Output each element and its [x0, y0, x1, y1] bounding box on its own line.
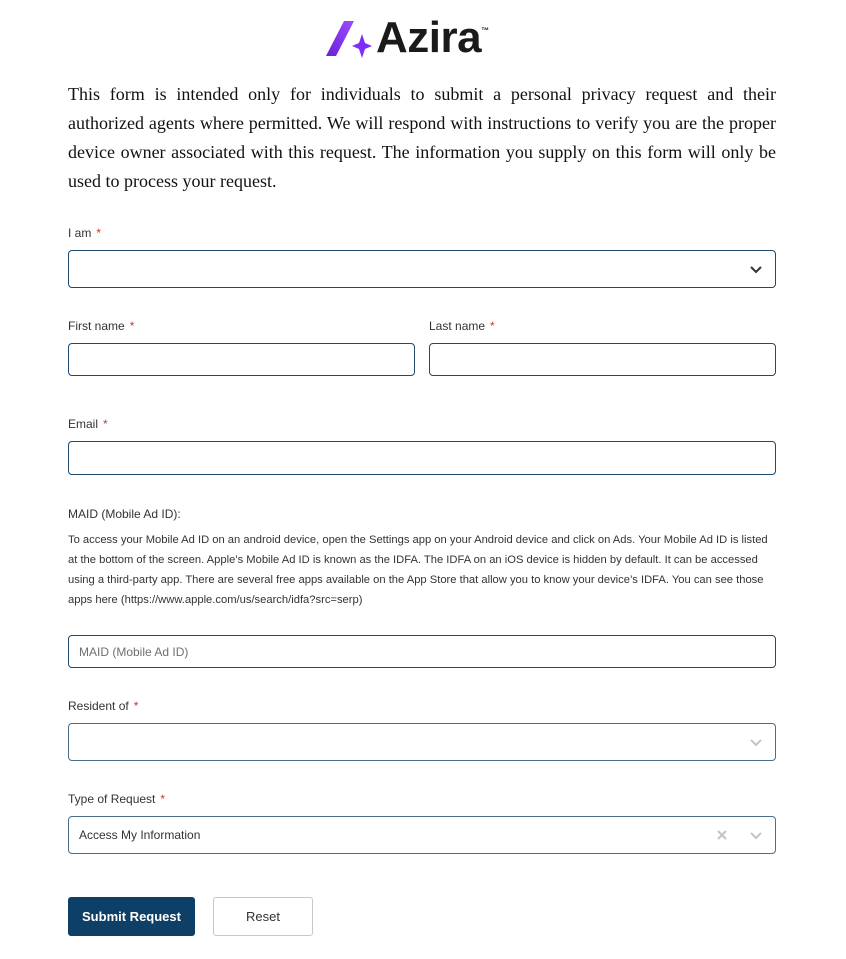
submit-request-button[interactable]: Submit Request — [68, 897, 195, 936]
required-marker: * — [133, 699, 139, 713]
maid-label: MAID (Mobile Ad ID): — [68, 507, 181, 521]
reset-button[interactable]: Reset — [213, 897, 313, 936]
chevron-down-icon[interactable] — [749, 262, 763, 276]
required-marker: * — [103, 417, 108, 431]
last-name-label: Last name * — [429, 319, 495, 333]
required-marker: * — [160, 792, 166, 806]
required-marker: * — [96, 226, 102, 240]
maid-help-text: To access your Mobile Ad ID on an android device, open the Settings app on your Android device and click on Ads. Your Mobile Ad ID is listed at the bottom of the screen. Apple’s Mobile Ad ID is known as the IDFA. The IDFA on an iOS device is hidden by default. It can be accessed using a third-party app. There are several free apps available on the App Store that allow you to know your device’s IDFA. You can see those apps here (https://www.apple.com/us/search/idfa?src=serp) — [68, 534, 768, 606]
type-of-request-value: Access My Information — [79, 828, 201, 842]
chevron-down-icon[interactable] — [749, 828, 763, 842]
azira-logo-mark-icon — [324, 18, 372, 58]
email-field[interactable] — [68, 441, 776, 475]
required-marker: * — [129, 319, 135, 333]
email-label: Email * — [68, 417, 108, 431]
i-am-label: I am * — [68, 226, 102, 240]
maid-placeholder: MAID (Mobile Ad ID) — [79, 644, 189, 659]
i-am-select[interactable] — [68, 250, 776, 288]
type-of-request-label: Type of Request * — [68, 792, 166, 806]
resident-of-select[interactable] — [68, 723, 776, 761]
type-of-request-select[interactable] — [68, 816, 776, 854]
last-name-field[interactable] — [429, 343, 776, 376]
clear-icon[interactable] — [716, 829, 728, 841]
intro-text: This form is intended only for individuals to submit a personal privacy request and their authorized agents where permitted. We will respond with instructions to verify you are the proper device owner associated with this request. The information you supply on this form will only be used to process your request. — [68, 84, 776, 191]
first-name-label: First name * — [68, 319, 135, 333]
maid-field[interactable] — [68, 635, 776, 668]
azira-logo — [324, 13, 490, 62]
brand-name: Azira — [376, 13, 482, 62]
required-marker: * — [490, 319, 495, 333]
trademark: ™ — [481, 26, 490, 35]
first-name-field[interactable] — [68, 343, 415, 376]
resident-of-label: Resident of * — [68, 699, 139, 713]
chevron-down-icon[interactable] — [749, 735, 763, 749]
